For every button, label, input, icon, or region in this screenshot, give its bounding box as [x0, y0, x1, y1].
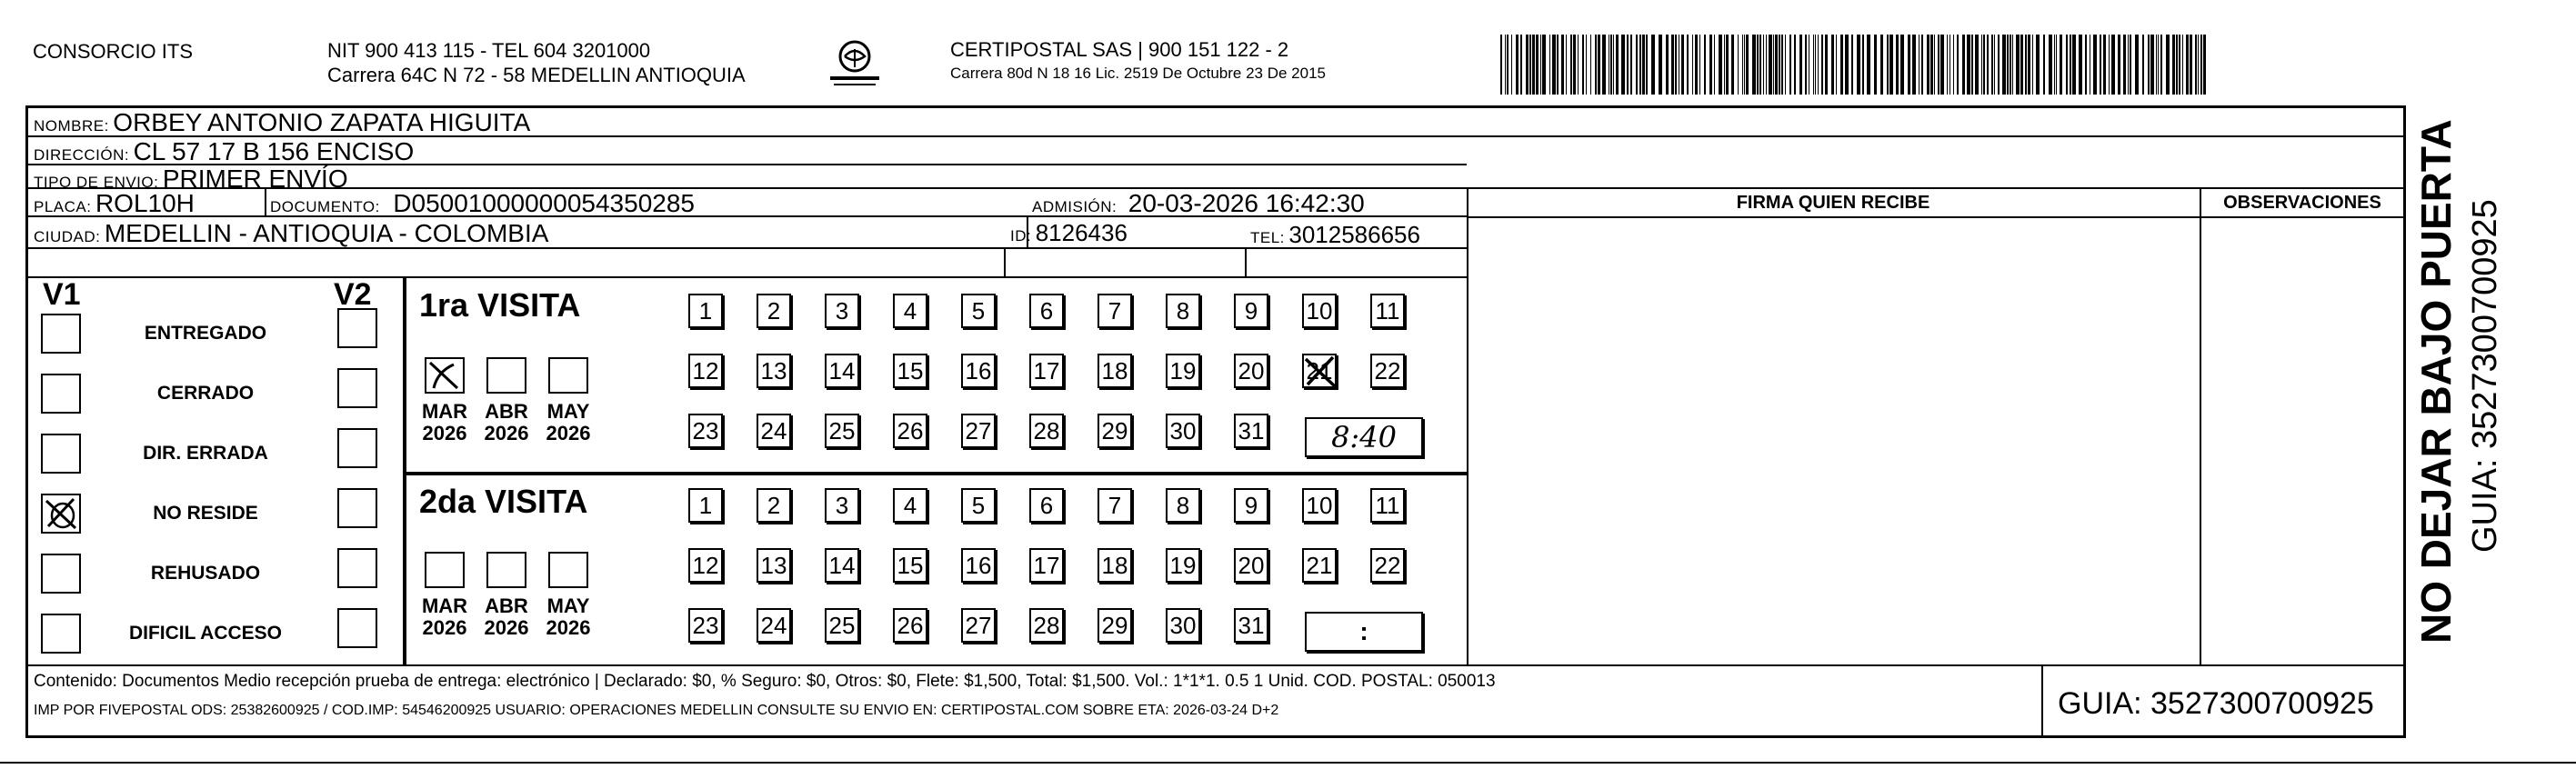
day-box[interactable]: 24 [757, 414, 791, 448]
day-box[interactable]: 28 [1029, 414, 1064, 448]
option-label: REHUSADO [150, 563, 261, 584]
day-box[interactable]: 16 [961, 548, 996, 583]
day-box[interactable]: 25 [825, 414, 859, 448]
tel-cell [1250, 221, 1420, 249]
day-box[interactable]: 16 [961, 354, 996, 388]
v1-checkbox[interactable] [41, 614, 81, 654]
company-name: CONSORCIO ITS [33, 40, 194, 63]
v2-checkbox[interactable] [337, 308, 377, 348]
id-cell [1010, 219, 1128, 247]
day-box[interactable]: 11 [1370, 488, 1405, 523]
day-box[interactable]: 30 [1166, 414, 1200, 448]
day-box[interactable]: 10 [1302, 488, 1337, 523]
second-visit-title: 2da VISITA [419, 483, 588, 520]
first-visit-time[interactable]: 8:40 [1305, 417, 1423, 457]
day-box[interactable]: 6 [1029, 294, 1064, 328]
day-box[interactable]: 23 [688, 414, 723, 448]
ciudad-cell [34, 219, 548, 248]
day-box[interactable]: 20 [1234, 548, 1268, 583]
day-box[interactable]: 31 [1234, 414, 1268, 448]
month-checkbox[interactable] [425, 552, 465, 588]
month-checkbox[interactable] [548, 552, 588, 588]
id-label: ID: [1010, 227, 1032, 245]
tipo-value: PRIMER ENVÍO [162, 165, 348, 193]
ciudad-value: MEDELLIN - ANTIOQUIA - COLOMBIA [104, 219, 549, 247]
day-box[interactable]: 19 [1166, 548, 1200, 583]
day-box[interactable]: 24 [757, 608, 791, 643]
v2-checkbox[interactable] [337, 548, 377, 588]
nombre-row [34, 108, 530, 137]
certipostal-info [950, 38, 1326, 85]
no-dejar-bajo-puerta: NO DEJAR BAJO PUERTA [2412, 119, 2460, 644]
day-box[interactable]: 14 [825, 354, 859, 388]
v1-checkbox[interactable] [41, 554, 81, 594]
day-box[interactable]: 13 [757, 354, 791, 388]
option-label: DIR. ERRADA [143, 443, 268, 464]
certipostal-line1: CERTIPOSTAL SAS | 900 151 122 - 2 [950, 38, 1289, 61]
tel-value: 3012586656 [1288, 221, 1420, 248]
footer-imp: IMP POR FIVEPOSTAL ODS: 25382600925 / COD.IMP: 54546200925 USUARIO: OPERACIONES MEDELLIN CONSULTE SU ENVIO EN: CERTIPOSTAL.COM SOBRE ETA: 2026-03-24 D+2 [34, 703, 1279, 718]
admision-value: 20-03-2026 16:42:30 [1128, 189, 1365, 217]
day-box[interactable]: 1 [688, 488, 723, 523]
side-guia: GUIA: 3527300700925 [2466, 199, 2504, 553]
day-box[interactable]: 12 [688, 354, 723, 388]
month-checkbox[interactable] [425, 357, 465, 394]
documento-label: DOCUMENTO: [270, 198, 380, 215]
day-box[interactable]: 23 [688, 608, 723, 643]
placa-cell [34, 189, 195, 218]
day-box[interactable]: 11 [1370, 294, 1405, 328]
day-box[interactable]: 21 [1302, 548, 1337, 583]
certipostal-line2: Carrera 80d N 18 16 Lic. 2519 De Octubre 23 De 2015 [950, 65, 1326, 82]
nombre-label: NOMBRE: [34, 117, 109, 135]
day-box[interactable]: 2 [757, 488, 791, 523]
day-box[interactable]: 13 [757, 548, 791, 583]
day-box[interactable]: 29 [1098, 608, 1132, 643]
direccion-row [34, 137, 414, 166]
placa-label: PLACA: [34, 198, 92, 215]
v1-label: V1 [43, 277, 81, 312]
day-box[interactable]: 25 [825, 608, 859, 643]
month-checkbox[interactable] [486, 552, 526, 588]
day-box[interactable]: 28 [1029, 608, 1064, 643]
documento-value: D05001000000054350285 [393, 189, 695, 217]
month-label: MAY 2026 [546, 400, 591, 444]
delivery-form [25, 105, 2406, 738]
month-checkbox[interactable] [548, 357, 588, 394]
day-box[interactable]: 31 [1234, 608, 1268, 643]
day-box[interactable]: 15 [893, 548, 927, 583]
v2-checkbox[interactable] [337, 608, 377, 648]
company-contact [327, 38, 746, 87]
page-edge-line [0, 762, 2576, 764]
day-box[interactable]: 21 [1302, 354, 1337, 388]
address-line: Carrera 64C N 72 - 58 MEDELLIN ANTIOQUIA [327, 64, 746, 86]
day-box[interactable]: 5 [961, 294, 996, 328]
tel-label: TEL: [1250, 229, 1285, 246]
v2-checkbox[interactable] [337, 428, 377, 468]
option-label: DIFICIL ACCESO [128, 623, 282, 644]
day-box[interactable]: 1 [688, 294, 723, 328]
v2-checkbox[interactable] [337, 488, 377, 528]
v1-checkbox[interactable] [41, 314, 81, 354]
month-label: MAR 2026 [421, 400, 468, 444]
option-label: NO RESIDE [153, 503, 258, 524]
day-box[interactable]: 8 [1166, 294, 1200, 328]
day-box[interactable]: 9 [1234, 488, 1268, 523]
v2-checkbox[interactable] [337, 368, 377, 408]
second-visit-time[interactable]: : [1305, 612, 1423, 652]
day-box[interactable]: 19 [1166, 354, 1200, 388]
day-box[interactable]: 22 [1370, 548, 1405, 583]
day-box[interactable]: 15 [893, 354, 927, 388]
day-box[interactable]: 10 [1302, 294, 1337, 328]
option-label: CERRADO [156, 383, 255, 404]
day-box[interactable]: 6 [1029, 488, 1064, 523]
nombre-value: ORBEY ANTONIO ZAPATA HIGUITA [113, 108, 531, 136]
day-mark-icon [1304, 355, 1337, 395]
documento-cell [270, 189, 695, 218]
day-box[interactable]: 2 [757, 294, 791, 328]
day-box[interactable]: 14 [825, 548, 859, 583]
option-label: ENTREGADO [144, 323, 267, 344]
day-box[interactable]: 29 [1098, 414, 1132, 448]
footer-guia: GUIA: 3527300700925 [2058, 686, 2374, 721]
day-box[interactable]: 12 [688, 548, 723, 583]
day-box[interactable]: 8 [1166, 488, 1200, 523]
observaciones-header: OBSERVACIONES [2223, 193, 2381, 213]
day-box[interactable]: 7 [1098, 294, 1132, 328]
day-box[interactable]: 9 [1234, 294, 1268, 328]
day-box[interactable]: 5 [961, 488, 996, 523]
month-label: MAR 2026 [421, 594, 468, 639]
v1-checkbox[interactable] [41, 374, 81, 414]
day-box[interactable]: 18 [1098, 354, 1132, 388]
day-box[interactable]: 4 [893, 488, 927, 523]
footer-contenido: Contenido: Documentos Medio recepción prueba de entrega: electrónico | Declarado: $0, % Seguro: $0, Otros: $0, Flete: $1,500, Total: $1,500. Vol.: 1*1*1. 0.5 1 Unid. COD. POSTAL: 050013 [34, 672, 1496, 691]
day-box[interactable]: 26 [893, 608, 927, 643]
month-label: ABR 2026 [484, 594, 529, 639]
placa-value: ROL10H [95, 189, 195, 217]
day-box[interactable]: 26 [893, 414, 927, 448]
admision-label: ADMISIÓN: [1032, 198, 1118, 215]
direccion-label: DIRECCIÓN: [34, 146, 130, 164]
day-box[interactable]: 27 [961, 608, 996, 643]
id-value: 8126436 [1035, 219, 1128, 246]
admision-cell [1032, 189, 1365, 218]
day-box[interactable]: 4 [893, 294, 927, 328]
month-label: ABR 2026 [484, 400, 529, 444]
month-label: MAY 2026 [546, 594, 591, 639]
day-box[interactable]: 17 [1029, 354, 1064, 388]
day-box[interactable]: 3 [825, 488, 859, 523]
v1-checkbox[interactable] [41, 494, 81, 534]
certipostal-logo-icon [823, 36, 887, 93]
v1-checkbox[interactable] [41, 434, 81, 474]
nit-line: NIT 900 413 115 - TEL 604 3201000 [327, 39, 651, 62]
day-box[interactable]: 17 [1029, 548, 1064, 583]
day-box[interactable]: 7 [1098, 488, 1132, 523]
day-box[interactable]: 3 [825, 294, 859, 328]
day-box[interactable]: 20 [1234, 354, 1268, 388]
first-visit-title: 1ra VISITA [419, 286, 581, 324]
v2-label: V2 [334, 277, 372, 312]
tipo-label: TIPO DE ENVIO: [34, 174, 159, 191]
firma-header: FIRMA QUIEN RECIBE [1736, 193, 1930, 213]
day-box[interactable]: 22 [1370, 354, 1405, 388]
day-box[interactable]: 18 [1098, 548, 1132, 583]
day-box[interactable]: 30 [1166, 608, 1200, 643]
barcode-icon [1500, 35, 2210, 95]
ciudad-label: CIUDAD: [34, 228, 101, 245]
direccion-value: CL 57 17 B 156 ENCISO [133, 137, 415, 165]
day-box[interactable]: 27 [961, 414, 996, 448]
month-checkbox[interactable] [486, 357, 526, 394]
